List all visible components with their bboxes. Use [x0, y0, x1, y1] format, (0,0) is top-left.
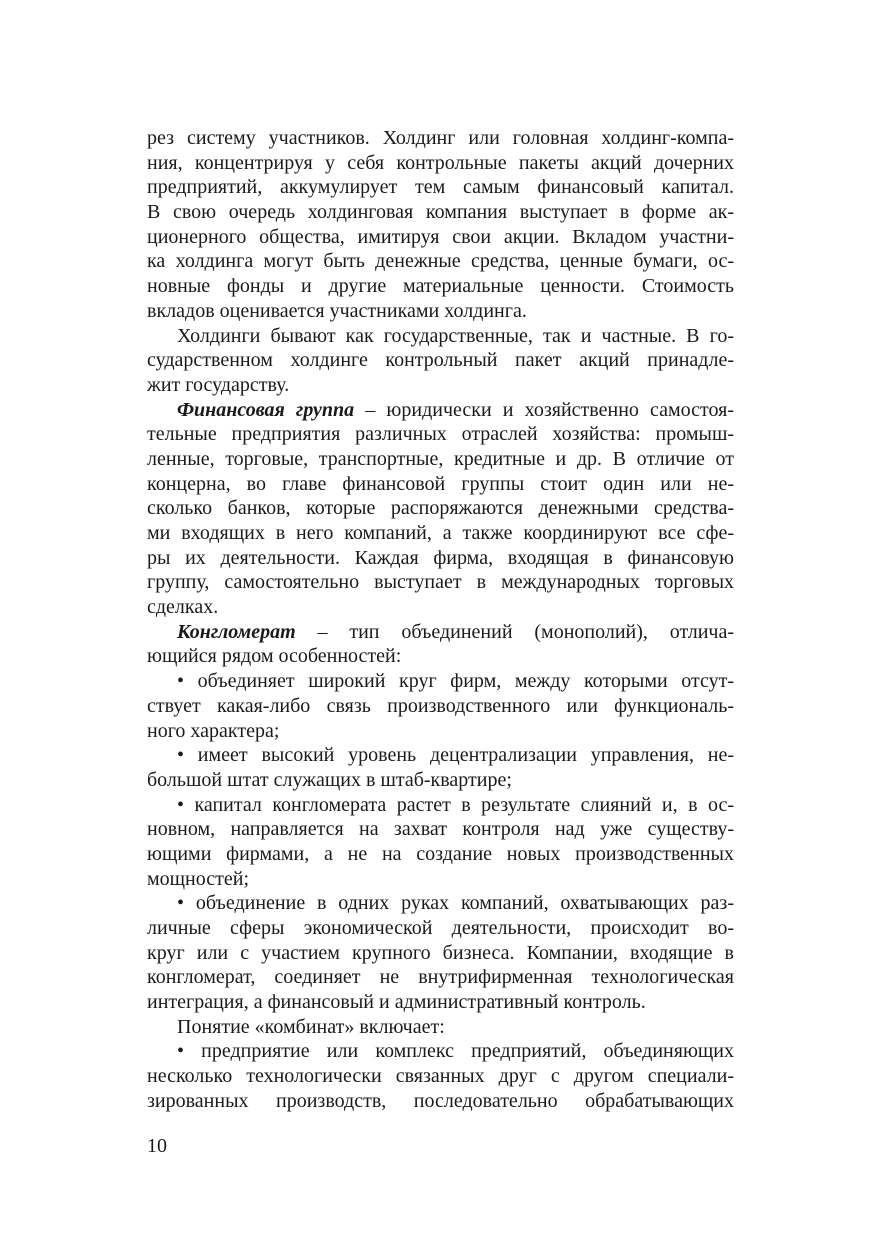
text-line: концерна, во главе финансовой группы стоит один или не- — [147, 472, 734, 495]
bullet-line: • капитал конгломерата растет в результате слияний и, в ос- — [177, 793, 734, 816]
body-text — [147, 126, 734, 1114]
text-line: жит государству. — [147, 373, 290, 396]
text-line: рез систему участников. Холдинг или головная холдинг-компа- — [147, 127, 734, 149]
text-line: ционерного общества, имитируя свои акции. Вкладом участни- — [147, 225, 734, 248]
text-line: группу, самостоятельно выступает в международных торговых — [147, 571, 734, 594]
text-line: тельные предприятия различных отраслей хозяйства: промыш- — [147, 423, 734, 446]
bullet-line: • объединение в одних руках компаний, охватывающих раз- — [177, 892, 734, 915]
text-line: предприятий, аккумулирует тем самым финансовый капитал. — [147, 176, 734, 199]
term-financial-group: Финансовая группа — [177, 398, 355, 421]
text-line: ющими фирмами, а не на создание новых производственных — [147, 842, 734, 865]
text-line — [147, 398, 734, 423]
page-number: 10 — [147, 1135, 167, 1157]
text-line: зированных производств, последовательно обрабатывающих — [147, 1089, 734, 1112]
text-line: ми входящих в него компаний, а также координируют все сфе- — [147, 522, 734, 544]
text-line: новном, направляется на захват контроля над уже существу- — [147, 818, 734, 841]
text-line: личные сферы экономической деятельности, происходит во- — [147, 917, 734, 939]
text-line: ющийся рядом особенностей: — [147, 645, 402, 668]
text-line: конгломерат, соединяет не внутрифирменная технологическая — [147, 966, 734, 989]
text-line: В свою очередь холдинговая компания выступает в форме ак- — [147, 201, 734, 224]
text-line: Понятие «комбинат» включает: — [177, 1015, 445, 1038]
text-line: ленные, торговые, транспортные, кредитные и др. В отличие от — [147, 447, 734, 470]
text-line: мощностей; — [147, 867, 250, 890]
text-line: ствует какая-либо связь производственного или функциональ- — [147, 694, 734, 717]
bullet-line: • предприятие или комплекс предприятий, объединяющих — [177, 1040, 734, 1063]
definition-text: – юридически и хозяйственно самостоя- — [354, 398, 734, 421]
text-line: вкладов оценивается участниками холдинга. — [147, 299, 527, 322]
text-line: сколько банков, которые распоряжаются денежными средства- — [147, 497, 734, 520]
bullet-line: • объединяет широкий круг фирм, между которыми отсут- — [177, 670, 734, 693]
text-line: Холдинги бывают как государственные, так и частные. В го- — [177, 324, 734, 347]
text-line: круг или с участием крупного бизнеса. Компании, входящие в — [147, 941, 734, 964]
text-line: ного характера; — [147, 719, 280, 742]
text-line: большой штат служащих в штаб-квартире; — [147, 768, 512, 791]
text-line: сударственном холдинге контрольный пакет акций принадле- — [147, 349, 734, 372]
text-line — [147, 620, 734, 645]
text-line: интеграция, а финансовый и административный контроль. — [147, 991, 646, 1014]
text-line: ка холдинга могут быть денежные средства, ценные бумаги, ос- — [147, 250, 734, 273]
text-line: ры их деятельности. Каждая фирма, входящая в финансовую — [147, 546, 734, 569]
text-line: несколько технологически связанных друг с другом специали- — [147, 1065, 734, 1088]
text-line: новные фонды и другие материальные ценности. Стоимость — [147, 275, 734, 298]
text-line: сделках. — [147, 596, 219, 619]
text-line: ния, концентрируя у себя контрольные пакеты акций дочерних — [147, 151, 734, 174]
bullet-line: • имеет высокий уровень децентрализации управления, не- — [177, 744, 734, 767]
definition-text: – тип объединений (монополий), отлича- — [295, 620, 734, 643]
term-conglomerate: Конгломерат — [177, 620, 296, 643]
